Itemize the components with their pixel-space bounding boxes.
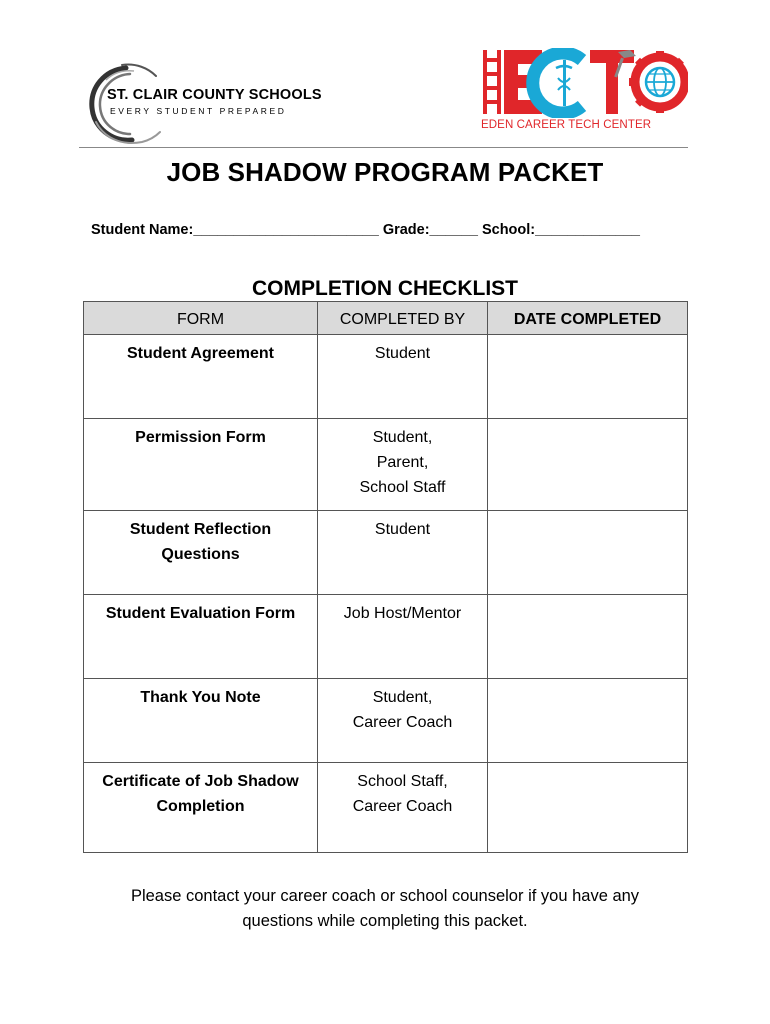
- district-tagline: EVERY STUDENT PREPARED: [110, 106, 287, 116]
- column-header-form: FORM: [84, 302, 318, 335]
- eden-career-tech-center-logo: [478, 48, 688, 140]
- form-name: Permission Form: [135, 429, 266, 446]
- form-cell: [84, 763, 318, 853]
- ladder-icon: [483, 50, 501, 114]
- completed-by-cell: [318, 763, 488, 853]
- completed-by-text: Career Coach: [352, 714, 453, 731]
- date-completed-cell[interactable]: [488, 335, 688, 419]
- completed-by-text: Parent,: [376, 454, 429, 471]
- table-row: [84, 763, 688, 853]
- table-row: [84, 595, 688, 679]
- completed-by-text: School Staff: [359, 479, 446, 496]
- completed-by-text: Student,: [372, 689, 433, 706]
- district-name: ST. CLAIR COUNTY SCHOOLS: [107, 87, 322, 103]
- form-name: Thank You Note: [140, 689, 261, 706]
- table-header-row: [84, 302, 688, 335]
- footer-note: [0, 884, 770, 934]
- st-clair-county-schools-logo: [86, 62, 356, 148]
- completed-by-cell: [318, 335, 488, 419]
- completed-by-text: Job Host/Mentor: [343, 605, 462, 622]
- table-row: [84, 419, 688, 511]
- column-header-completed-by: COMPLETED BY: [318, 302, 488, 335]
- form-cell: [84, 511, 318, 595]
- form-name: Student Reflection: [129, 521, 272, 538]
- completed-by-text: Career Coach: [352, 798, 453, 815]
- date-completed-cell[interactable]: [488, 595, 688, 679]
- swirl-ring-icon: [86, 62, 176, 148]
- completed-by-text: Student: [374, 345, 431, 362]
- form-name: Student Evaluation Form: [105, 605, 296, 622]
- form-name: Student Agreement: [127, 345, 274, 362]
- completed-by-text: Student,: [372, 429, 433, 446]
- date-completed-cell[interactable]: [488, 419, 688, 511]
- form-cell: [84, 419, 318, 511]
- page-title: JOB SHADOW PROGRAM PACKET: [166, 157, 604, 187]
- student-info-line: Student Name:_______________________ Grade:______ School:_____________: [91, 222, 640, 238]
- form-name: Completion: [156, 798, 245, 815]
- tech-center-caption: EDEN CAREER TECH CENTER: [481, 119, 652, 131]
- form-cell: [84, 335, 318, 419]
- footer-note-line: questions while completing this packet.: [242, 912, 528, 930]
- date-completed-cell[interactable]: [488, 679, 688, 763]
- checklist-title: COMPLETION CHECKLIST: [252, 277, 518, 300]
- completed-by-cell: [318, 679, 488, 763]
- table-row: [84, 511, 688, 595]
- form-cell: [84, 679, 318, 763]
- form-name: Certificate of Job Shadow: [102, 773, 299, 790]
- completed-by-cell: [318, 511, 488, 595]
- form-cell: [84, 595, 318, 679]
- ectc-letters-graphic: [478, 48, 688, 118]
- table-row: [84, 335, 688, 419]
- completed-by-text: School Staff,: [357, 773, 448, 790]
- date-completed-cell[interactable]: [488, 763, 688, 853]
- completed-by-cell: [318, 595, 488, 679]
- completion-checklist-table: [83, 301, 688, 853]
- table-row: [84, 679, 688, 763]
- header-divider: [79, 147, 688, 148]
- medical-caduceus-icon: [533, 53, 582, 113]
- column-header-date-completed: DATE COMPLETED: [488, 302, 688, 335]
- completed-by-cell: [318, 419, 488, 511]
- date-completed-cell[interactable]: [488, 511, 688, 595]
- completed-by-text: Student: [374, 521, 431, 538]
- form-name: Questions: [161, 546, 240, 563]
- gear-globe-icon: [629, 51, 685, 113]
- footer-note-line: Please contact your career coach or school counselor if you have any: [130, 887, 640, 905]
